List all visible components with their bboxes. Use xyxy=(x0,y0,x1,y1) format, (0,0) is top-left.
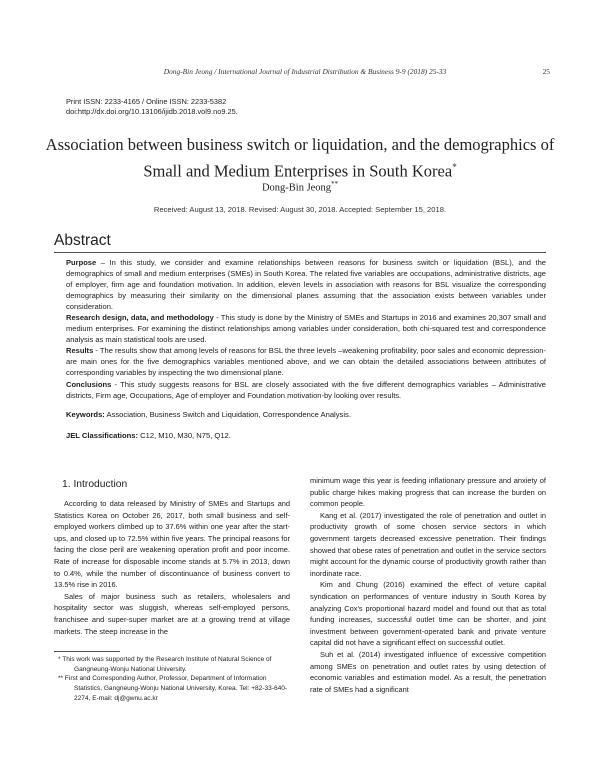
author-line xyxy=(0,180,600,194)
title-footnote-mark: * xyxy=(452,162,457,172)
left-column xyxy=(54,498,290,637)
keywords-label: Keywords: xyxy=(66,410,105,419)
issn-block xyxy=(66,97,238,117)
paragraph: According to data released by Ministry of SMEs and Startups and Statistics Korea on October 26, 2017, both small business and self-employed workers climbed up to 37.6% within one year after the start-ups, and closed up to 72.5% within five years. The principal reasons for facing the close peril are weakening operation profit and poor income. Rate of increase for disposable income stands at 5.7% in 2013, down to 0.4%, while the number of discontinuance of business convert to 13.5% rise in 2016. xyxy=(54,499,290,590)
abstract-conclusions xyxy=(66,379,546,401)
purpose-text: – In this study, we consider and examine relationships between reasons for business switch or liquidation (BSL), and the demographics of small and medium enterprises (SMEs) in South Korea. The related five variables are occupations, administrative districts, age of employer, firm age and foundation motivation. In addition, eleven levels in association with reasons for BSL visualize the corresponding demographics by measuring their similarity on the dimensional planes assuming that the association exists between variables under consideration. xyxy=(66,258,546,312)
keywords xyxy=(66,410,546,419)
jel-text: C12, M10, M30, N75, Q12. xyxy=(138,431,231,440)
results-label: Results xyxy=(66,346,94,356)
conclusions-label: Conclusions xyxy=(66,379,112,389)
results-text: - The results show that among levels of reasons for BSL the three levels –weakening profitability, poor sales and economic depression- are main ones for the five demographics variables mentioned above, and we can obtain the detailed associations between attributes of corresponding variables by inspecting the two dimensional plane. xyxy=(66,346,546,378)
keywords-text: Association, Business Switch and Liquidation, Correspondence Analysis. xyxy=(104,410,351,419)
abstract-design xyxy=(66,312,546,345)
author-name: Dong-Bin Jeong xyxy=(261,182,332,194)
jel-label: JEL Classifications: xyxy=(66,431,139,440)
running-header-text: Dong-Bin Jeong / International Journal of Industrial Distribution & Business 9-9 (2018) 25-33 xyxy=(163,67,447,76)
section-heading: 1. Introduction xyxy=(62,479,128,490)
footnote-divider xyxy=(54,651,120,652)
title-line-1: Association between business switch or liquidation, and the demographics of xyxy=(45,135,555,154)
abstract-body xyxy=(66,257,546,401)
paragraph: Kang et al. (2017) investigated the role of penetration and outlet in productivity growth of some chosen service sectors in which government targets decreased excessive penetration. Their findings showed that obese rates of penetration and outlet in the service sectors might account for the dynamic course of productivity growth rather than inordinate race. xyxy=(310,510,546,578)
paper-title xyxy=(40,133,560,183)
author-footnote-mark: ** xyxy=(331,180,339,188)
received-dates: Received: August 13, 2018. Revised: August 30, 2018. Accepted: September 15, 2018. xyxy=(153,205,447,214)
abstract-results xyxy=(66,345,546,378)
doi-line: doi:http://dx.doi.org/10.13106/ijidb.2018.vol9.no9.25. xyxy=(66,107,238,116)
paragraph: Kim and Chung (2016) examined the effect of veture capital syndication on performances of venture industry in South Korea by analyzing Cox's proportional hazard model and found out that as total funding increases, successful outlet time can be shorter, and joint investment between government-operated bank and private venture capital did not have a significant effect on successful outlet. xyxy=(310,580,546,648)
conclusions-text: - This study suggests reasons for BSL are closely associated with the five different demographics variables – Administrative districts, Firm age, Occupations, Age of employer and Foundation motivation-by looking over results. xyxy=(66,379,546,400)
purpose-label: Purpose xyxy=(66,258,97,267)
design-text: - This study is done by the Ministry of SMEs and Startups in 2016 and examines 20,307 small and medium enterprises. For examining the distinct relationships among variables under consideration, both chi-squared test and correspondence analysis as main statistical tools are used. xyxy=(66,313,546,345)
footnotes xyxy=(58,655,290,704)
right-column xyxy=(310,475,546,695)
paragraph: Suh et al. (2014) investigated influence of excessive competition among SMEs on penetration and outlet rates by using detection of economic variables and estimation model. As a result, the penetration rate of SMEs had a significant xyxy=(310,649,546,694)
design-label: Research design, data, and methodology xyxy=(66,313,214,323)
title-line-2-text: Small and Medium Enterprises in South Korea xyxy=(143,161,453,181)
footnote-funding: * This work was supported by the Research Institute of Natural Science of Gangneung-Wonju National University. xyxy=(58,656,272,673)
abstract-purpose xyxy=(66,257,546,312)
footnote-author: ** First and Corresponding Author, Professor, Department of Information Statistics, Gangneung-Wonju National University, Korea. Tel: +82-33-640-2274, E-mail: dj@gwnu.ac.kr xyxy=(58,675,288,702)
issn-line: Print ISSN: 2233-4165 / Online ISSN: 2233-5382 xyxy=(66,97,227,106)
paragraph: Sales of major business such as retailers, wholesalers and hospitality sector was sluggish, whereas self-employed persons, franchisee and super-super market are at a growing trend at village markets. The steep increase in the xyxy=(54,591,290,636)
title-line-2 xyxy=(40,156,560,183)
abstract-divider xyxy=(54,252,546,253)
page-number: 25 xyxy=(542,67,550,76)
jel-classifications xyxy=(66,431,546,440)
paragraph: minimum wage this year is feeding inflationary pressure and anxiety of public charge hikes making progress that can increase the burden on common people. xyxy=(310,476,546,509)
abstract-heading: Abstract xyxy=(54,232,111,249)
